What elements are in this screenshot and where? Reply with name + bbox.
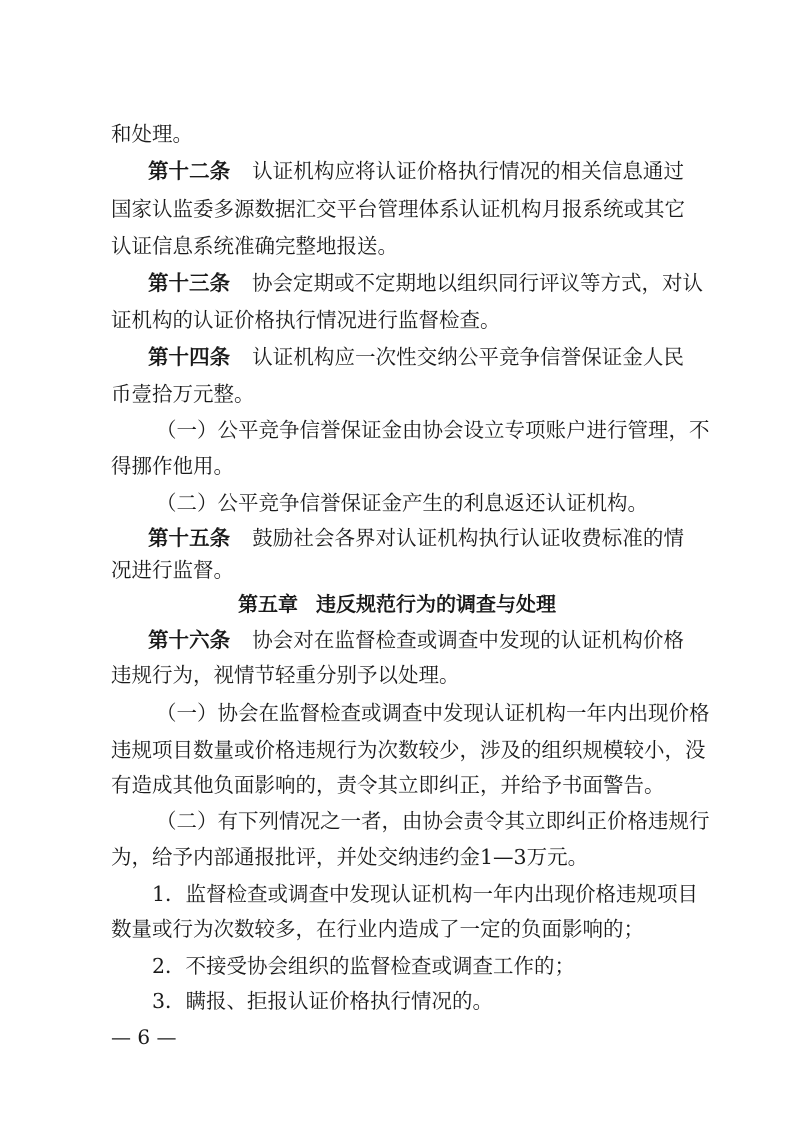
body-line: 况进行监督。 (111, 558, 234, 582)
article-16-line (148, 630, 684, 651)
article-14-line (148, 347, 684, 368)
chapter-number: 第五章 (238, 592, 298, 616)
body-text: 协会对在监督检查或调查中发现的认证机构价格 (252, 628, 684, 652)
article-heading: 第十三条 (148, 271, 230, 295)
article-heading: 第十六条 (148, 628, 231, 652)
body-line: （一）公平竞争信誉保证金由协会设立专项账户进行管理，不 (156, 418, 710, 442)
body-text: 认证机构应一次性交纳公平竞争信誉保证金人民 (252, 345, 684, 369)
body-line: 和处理。 (111, 122, 193, 146)
article-heading: 第十二条 (148, 159, 231, 183)
body-line: （一）协会在监督检查或调查中发现认证机构一年内出现价格 (156, 701, 710, 725)
chapter-heading (0, 594, 794, 614)
body-line: 证机构的认证价格执行情况进行监督检查。 (111, 308, 501, 332)
article-12-line (148, 161, 684, 182)
body-text: 协会定期或不定期地以组织同行评议等方式，对认 (252, 271, 703, 295)
list-item-line: 1．监督检查或调查中发现认证机构一年内出现价格违规项目 (152, 882, 699, 906)
body-line: 违规行为，视情节轻重分别予以处理。 (111, 663, 460, 687)
body-line: （二）公平竞争信誉保证金产生的利息返还认证机构。 (156, 491, 648, 515)
chapter-title: 违反规范行为的调查与处理 (316, 592, 556, 616)
body-line: 币壹拾万元整。 (111, 382, 255, 406)
body-text: 鼓励社会各界对认证机构执行认证收费标准的情 (252, 526, 684, 550)
list-item-line: 3．瞒报、拒报认证价格执行情况的。 (152, 989, 494, 1013)
body-line: 违规项目数量或价格违规行为次数较少，涉及的组织规模较小，没 (111, 738, 706, 762)
body-line: 得挪作他用。 (111, 454, 234, 478)
list-item-line: 2．不接受协会组织的监督检查或调查工作的； (152, 954, 576, 978)
body-line: （二）有下列情况之一者，由协会责令其立即纠正价格违规行 (156, 809, 710, 833)
body-line: 数量或行为次数较多，在行业内造成了一定的负面影响的； (111, 917, 644, 941)
article-13-line (148, 271, 703, 295)
page-number: — 6 — (111, 1025, 177, 1049)
body-line: 国家认监委多源数据汇交平台管理体系认证机构月报系统或其它 (111, 197, 685, 221)
body-line: 为，给予内部通报批评，并处交纳违约金1—3万元。 (111, 845, 589, 869)
article-15-line (148, 528, 684, 549)
body-line: 有造成其他负面影响的，责令其立即纠正，并给予书面警告。 (111, 773, 665, 797)
article-heading: 第十五条 (148, 526, 231, 550)
body-text: 认证机构应将认证价格执行情况的相关信息通过 (252, 159, 684, 183)
body-line: 认证信息系统准确完整地报送。 (111, 234, 398, 258)
article-heading: 第十四条 (148, 345, 231, 369)
